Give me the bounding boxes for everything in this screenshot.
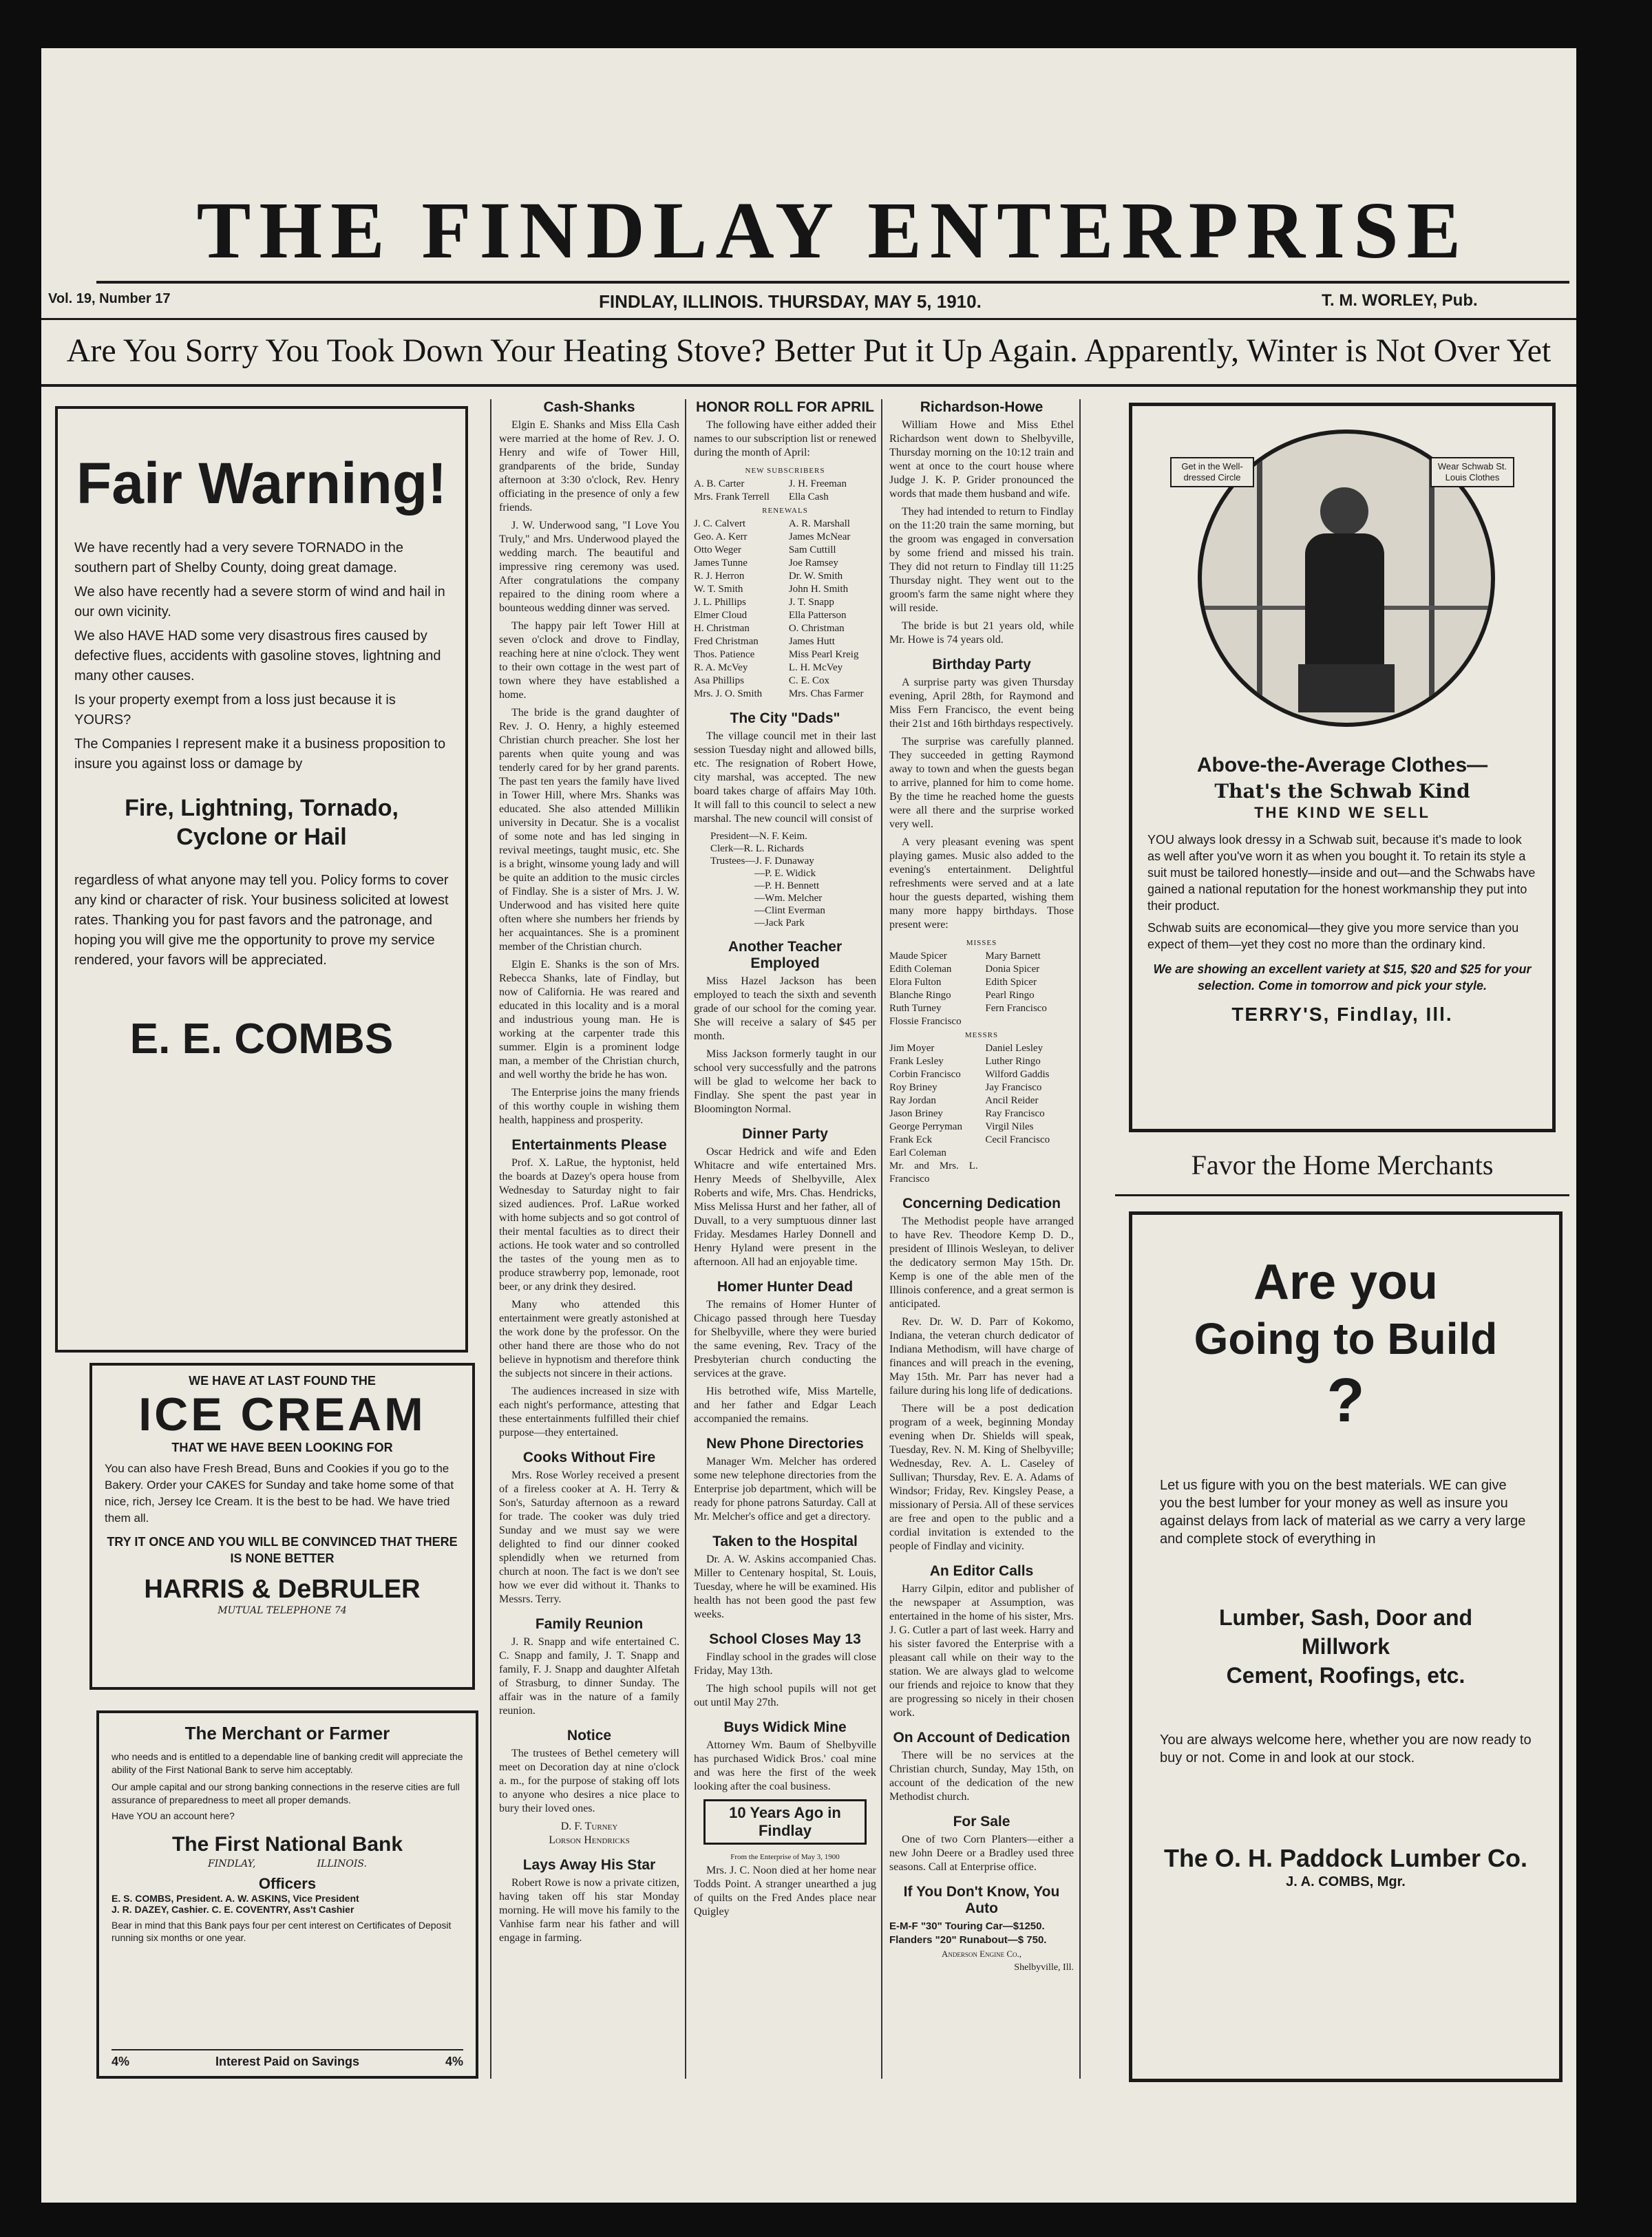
lumber-products-3: Cement, Roofings, etc. bbox=[1226, 1663, 1465, 1688]
clothing-ad bbox=[1129, 403, 1556, 1132]
name-item: Blanche Ringo bbox=[889, 990, 951, 1001]
renewals-list bbox=[694, 518, 876, 701]
council-member: —P. H. Bennett bbox=[754, 880, 820, 891]
article-title-teacher: Another Teacher Employed bbox=[728, 939, 843, 971]
bank-officers-title: Officers bbox=[258, 1875, 317, 1892]
article-paragraph: The happy pair left Tower Hill at seven o'clock and drove to Findlay, reaching here at nine o'clock. They went to their own cottage in the west part of town where they have established a home. bbox=[499, 620, 679, 701]
insurance-para: The Companies I represent make it a business proposition to insure you against loss or damage by bbox=[74, 736, 446, 772]
article-paragraph: Robert Rowe is now a private citizen, having taken off his star Monday morning. He will move his family to the Vanhise farm near his father and will engage in farming. bbox=[499, 1877, 679, 1944]
name-item: R. J. Herron bbox=[694, 571, 745, 582]
badge-right: Wear Schwab St. Louis Clothes bbox=[1430, 457, 1514, 487]
article-paragraph: Mrs. Rose Worley received a present of a fireless cooker at A. H. Terry & Son's, Saturday afternoon as a reward for trade. The cooker was duly tried Sunday and we must say we were delighted to find our dinner cooked splendidly when we returned from church at noon. The fact is we don't see how we ever did without it. Thanks to Messrs. Terry. bbox=[499, 1470, 679, 1605]
name-item: John H. Smith bbox=[788, 584, 849, 595]
article-paragraph: There will be a post dedication program of a week, beginning Monday evening when Dr. Shields will speak, Tuesday, Rev. N. M. King of Shelbyville; Wednesday, Rev. A. L. Caseley of Sullivan; Thursday, Rev. E. A. Adams of Windsor; Friday, Rev. Kingsley Pease, a missionary of Persia. All of these services are free and open to the public and a cordial invitation is extended to the people of Findlay and vicinity. bbox=[889, 1403, 1074, 1552]
ice-cream-line2: THAT WE HAVE BEEN LOOKING FOR bbox=[171, 1441, 393, 1454]
name-item: O. Christman bbox=[788, 623, 845, 634]
insurance-para: Is your property exempt from a loss just because it is YOURS? bbox=[74, 692, 396, 728]
clothing-subhead: That's the Schwab Kind bbox=[1214, 780, 1470, 803]
lumber-products-2: Millwork bbox=[1301, 1634, 1390, 1659]
column-rule bbox=[490, 399, 491, 2079]
bank-officers-1: E. S. COMBS, President. A. W. ASKINS, Vice President bbox=[112, 1893, 359, 1904]
name-item: Ray Jordan bbox=[889, 1095, 936, 1106]
article-paragraph: The Enterprise joins the many friends of this worthy couple in wishing them health, happiness and prosperity. bbox=[499, 1087, 679, 1126]
article-title-entertainments: Entertainments Please bbox=[511, 1137, 667, 1153]
article-paragraph: The audiences increased in size with each night's performance, attesting that these entertainments fulfilled their chief purpose—they entertained. bbox=[499, 1386, 679, 1439]
banner-rule bbox=[41, 384, 1576, 387]
article-title-lays-away: Lays Away His Star bbox=[522, 1857, 656, 1873]
lumber-body: Let us figure with you on the best materials. WE can give you the best lumber for your money as well as insure you against delays from lack of material as we carry a very large and complete stock of everything in bbox=[1160, 1478, 1526, 1547]
article-paragraph: Prof. X. LaRue, the hyptonist, held the boards at Dazey's opera house from Wednesday to Saturday night to fair sized audiences. Prof. LaRue worked with home subjects and so got control of their mental faculties as to direct their actions. He took water and so controlled the tastes of the young men as to produce strawberry pop, lemonade, root beer, or any drink they desired. bbox=[499, 1157, 679, 1293]
article-paragraph: The trustees of Bethel cemetery will meet on Decoration day at nine o'clock a. m., for the purpose of staking off lots to anyone who desires a nice place to bury their loved ones. bbox=[499, 1748, 679, 1814]
name-item: Jason Briney bbox=[889, 1108, 943, 1119]
auto-line-1: E-M-F "30" Touring Car—$1250. bbox=[889, 1920, 1045, 1932]
masthead-rule bbox=[96, 281, 1569, 284]
lumber-welcome: You are always welcome here, whether you are now ready to buy or not. Come in and look at our stock. bbox=[1160, 1732, 1532, 1766]
insurance-ad bbox=[55, 406, 468, 1353]
name-item: Sam Cuttill bbox=[788, 544, 836, 555]
article-title-city-dads: The City "Dads" bbox=[730, 710, 840, 726]
ice-cream-body: You can also have Fresh Bread, Buns and Cookies if you go to the Bakery. Order your CAKES for Sunday and take home some of that nice, rich, Jersey Ice Cream. It is the best to be had. We have tried them all. bbox=[105, 1462, 454, 1525]
article-title-cooks: Cooks Without Fire bbox=[522, 1450, 656, 1465]
council-member: Clerk—R. L. Richards bbox=[710, 843, 804, 854]
article-title-cash-shanks: Cash-Shanks bbox=[543, 399, 635, 415]
article-title-school: School Closes May 13 bbox=[709, 1631, 861, 1647]
misses-list bbox=[889, 950, 1074, 1028]
name-item: George Perryman bbox=[889, 1121, 962, 1132]
name-item: Corbin Francisco bbox=[889, 1069, 961, 1080]
council-member: —P. E. Widick bbox=[754, 868, 816, 879]
article-title-dedication: Concerning Dedication bbox=[902, 1196, 1061, 1211]
article-title-reunion: Family Reunion bbox=[535, 1616, 644, 1632]
name-item: Mrs. Chas Farmer bbox=[788, 688, 864, 699]
name-item: Mr. and Mrs. L. Francisco bbox=[889, 1160, 978, 1185]
article-title-honor-roll: HONOR ROLL FOR APRIL bbox=[696, 399, 874, 415]
bank-interest-text: Interest Paid on Savings bbox=[215, 2055, 360, 2068]
name-item: J. T. Snapp bbox=[788, 597, 834, 608]
name-item: Frank Lesley bbox=[889, 1056, 944, 1067]
council-member: —Clint Everman bbox=[754, 905, 825, 916]
name-item: Ruth Turney bbox=[889, 1003, 942, 1014]
new-subscribers-label: NEW SUBSCRIBERS bbox=[745, 467, 825, 475]
article-paragraph: The bride is but 21 years old, while Mr. Howe is 74 years old. bbox=[889, 620, 1074, 646]
article-paragraph: His betrothed wife, Miss Martelle, and her father and Edgar Leach accompanied the remains. bbox=[694, 1386, 876, 1425]
ice-cream-ad bbox=[89, 1363, 475, 1690]
lumber-ad bbox=[1129, 1211, 1563, 2082]
clothing-body-3: We are showing an excellent variety at $15, $20 and $25 for your selection. Come in tomorrow and pick your style. bbox=[1153, 962, 1532, 993]
badge-left: Get in the Well-dressed Circle bbox=[1170, 457, 1254, 487]
name-item: Thos. Patience bbox=[694, 649, 755, 660]
name-item: James Hutt bbox=[788, 636, 835, 647]
name-item: Luther Ringo bbox=[985, 1056, 1041, 1067]
council-list bbox=[694, 830, 876, 929]
bank-interest-bar bbox=[112, 2049, 463, 2069]
article-paragraph: The following have either added their names to our subscription list or renewed during the month of April: bbox=[694, 419, 876, 458]
clothing-store: TERRY'S, Findlay, Ill. bbox=[1231, 1004, 1453, 1025]
name-item: Dr. W. Smith bbox=[788, 571, 843, 582]
ten-years-source: From the Enterprise of May 3, 1900 bbox=[730, 1853, 840, 1861]
council-member: Trustees—J. F. Dunaway bbox=[710, 856, 814, 867]
article-paragraph: They had intended to return to Findlay on the 11:20 train the same morning, but the groom was engaged in conversation by some friend and missed his train. They did not return to Findlay till 11:25 Thursday night. They went out to the groom's farm the same night where they will reside. bbox=[889, 506, 1074, 614]
name-item: Elora Fulton bbox=[889, 977, 942, 988]
name-item: Maude Spicer bbox=[889, 951, 947, 962]
article-paragraph: The Methodist people have arranged to have Rev. Theodore Kemp D. D., president of Illinois Wesleyan, to deliver the dedicatory sermon May 15th. Dr. Kemp is one of the able men of the Illinois conference, and a great sermon is anticipated. bbox=[889, 1216, 1074, 1310]
article-paragraph: Elgin E. Shanks is the son of Mrs. Rebecca Shanks, late of Findlay, but now of California. He was reared and educated in this locality and is a moral and industrious young man. He is working at the carpenter trade this summer. Elgin is a prominent lodge man, a member of the Christian church, and well worthy the bride he has won. bbox=[499, 959, 679, 1081]
article-paragraph: William Howe and Miss Ethel Richardson went down to Shelbyville, Thursday morning on the 10:12 train and went at once to the court house where Judge J. K. P. Grider pronounced the words that made them husband and wife. bbox=[889, 419, 1074, 500]
name-item: Earl Coleman bbox=[889, 1147, 946, 1158]
favor-rule bbox=[1115, 1194, 1569, 1196]
article-paragraph: Findlay school in the grades will close Friday, May 13th. bbox=[694, 1651, 876, 1677]
name-item: Ancil Reider bbox=[985, 1095, 1039, 1106]
name-item: Ella Patterson bbox=[788, 610, 847, 621]
article-title-for-sale: For Sale bbox=[953, 1814, 1010, 1830]
clothing-body-2: Schwab suits are economical—they give you more service than you expect of them—yet they cost no more than the ordinary kind. bbox=[1147, 921, 1519, 951]
ice-cream-tagline: TRY IT ONCE AND YOU WILL BE CONVINCED THAT THERE IS NONE BETTER bbox=[107, 1535, 458, 1565]
notice-signature-1: D. F. Turney bbox=[560, 1821, 618, 1832]
favor-home-merchants: Favor the Home Merchants bbox=[1191, 1149, 1494, 1180]
misses-label: MISSES bbox=[966, 939, 997, 947]
lumber-firm: The O. H. Paddock Lumber Co. bbox=[1163, 1844, 1528, 1872]
article-paragraph: Many who attended this entertainment were greatly astonished at the work done by the professor. On the other hand there are those who do not believe in hypnotism and therefore think the subjects not sincere in their actions. bbox=[499, 1299, 679, 1379]
name-item: Mrs. J. O. Smith bbox=[694, 688, 763, 699]
council-member: —Wm. Melcher bbox=[754, 893, 823, 904]
name-item: Virgil Niles bbox=[985, 1121, 1034, 1132]
bank-interest-right: 4% bbox=[445, 2055, 463, 2068]
name-item: R. A. McVey bbox=[694, 662, 748, 673]
name-item: A. B. Carter bbox=[694, 478, 745, 489]
name-item: L. H. McVey bbox=[788, 662, 843, 673]
bank-body-2: Our ample capital and our strong banking connections in the reserve cities are full assurance of preparedness to meet all proper demands. bbox=[112, 1781, 460, 1805]
name-item: Fern Francisco bbox=[985, 1003, 1047, 1014]
council-member: President—N. F. Keim. bbox=[710, 831, 807, 842]
bank-body-3: Have YOU an account here? bbox=[112, 1810, 235, 1821]
names-column bbox=[694, 478, 781, 504]
article-paragraph: A very pleasant evening was spent playing games. Music also added to the evening's entertainment. Delightful refreshments were served and at a late hour the guests departed, wishing them many more happy birthdays. Those present were: bbox=[889, 836, 1074, 931]
name-item: Asa Phillips bbox=[694, 675, 744, 686]
ice-cream-phone: MUTUAL TELEPHONE 74 bbox=[218, 1605, 347, 1616]
name-item: Ella Cash bbox=[788, 491, 829, 502]
clothing-tagline: THE KIND WE SELL bbox=[1254, 804, 1430, 821]
man-head-icon bbox=[1320, 487, 1368, 536]
article-paragraph: The bride is the grand daughter of Rev. J. O. Henry, a highly esteemed Christian church preacher. She lost her parents when quite young and was tenderly cared for by her grand parents. The past ten years the family have lived in Tower Hill, where Mrs. Shanks was educated. She also attended Millikin university in Decatur. She is a vocalist of some note and has led singing in revival meetings, taught music, etc. She is a bright, winsome young lady and will be quite an addition to the music circles of Findlay. She is a sister of Mrs. J. W. Underwood and has visited here quite often where she numbers her friends by her acquaintances. She is a prominent member of the Christian church. bbox=[499, 707, 679, 953]
article-title-richardson-howe: Richardson-Howe bbox=[920, 399, 1044, 415]
name-item: Wilford Gaddis bbox=[985, 1069, 1050, 1080]
renewals-label: RENEWALS bbox=[762, 507, 808, 515]
name-item: Fred Christman bbox=[694, 636, 759, 647]
insurance-para: We also have recently had a severe storm of wind and hail in our own vicinity. bbox=[74, 584, 445, 619]
name-item: J. L. Phillips bbox=[694, 597, 746, 608]
notice-signature-2: Lorson Hendricks bbox=[549, 1834, 630, 1846]
bank-body-1: who needs and is entitled to a dependable line of banking credit will appreciate the ability of the First National Bank to serve him acceptably. bbox=[112, 1751, 463, 1775]
name-item: Daniel Lesley bbox=[985, 1043, 1044, 1054]
insurance-body bbox=[74, 538, 449, 774]
clothing-ad-illustration bbox=[1170, 423, 1514, 732]
name-item: J. H. Freeman bbox=[788, 478, 847, 489]
name-item: Pearl Ringo bbox=[985, 990, 1035, 1001]
news-column-3 bbox=[694, 399, 876, 1923]
article-paragraph: The remains of Homer Hunter of Chicago passed through here Tuesday for Shelbyville, where they were buried the same evening, Rev. Tracy of the Presbyterian church conducting the services at the grave. bbox=[694, 1299, 876, 1379]
bank-town: FINDLAY, ILLINOIS. bbox=[208, 1858, 367, 1869]
name-item: Otto Weger bbox=[694, 544, 741, 555]
name-item: Mrs. Frank Terrell bbox=[694, 491, 770, 502]
masthead-title: THE FINDLAY ENTERPRISE bbox=[196, 185, 1470, 275]
ten-years-title: 10 Years Ago in Findlay bbox=[729, 1804, 841, 1839]
article-paragraph: Manager Wm. Melcher has ordered some new telephone directories from the Enterprise job department, which will be ready for phone patrons Saturday. Call at Mr. Melcher's office and get a directory. bbox=[694, 1456, 876, 1523]
news-column-4 bbox=[889, 399, 1074, 1975]
bank-ad bbox=[96, 1710, 478, 2079]
article-paragraph: The high school pupils will not get out until May 27th. bbox=[694, 1683, 876, 1708]
name-item: James McNear bbox=[788, 531, 851, 542]
insurance-para: We have recently had a very severe TORNADO in the southern part of Shelby County, doing great damage. bbox=[74, 540, 403, 575]
name-item: Elmer Cloud bbox=[694, 610, 748, 621]
article-title-notice: Notice bbox=[566, 1728, 612, 1743]
news-column-2 bbox=[499, 399, 679, 1949]
column-rule bbox=[881, 399, 882, 2079]
name-item: W. T. Smith bbox=[694, 584, 743, 595]
article-paragraph: One of two Corn Planters—either a new John Deere or a Bradley used three seasons. Call at Enterprise office. bbox=[889, 1834, 1074, 1873]
name-item: Frank Eck bbox=[889, 1134, 933, 1145]
article-title-phone: New Phone Directories bbox=[706, 1436, 864, 1452]
column-rule bbox=[685, 399, 686, 2079]
article-paragraph: The surprise was carefully planned. They succeeded in getting Raymond away to town and when the guests began to arrive, planned for him to come home. By the time he reached home the guests were all there and the surprise worked very well. bbox=[889, 736, 1074, 830]
auto-line-3: Anderson Engine Co., bbox=[942, 1949, 1021, 1959]
auto-line-2: Flanders "20" Runabout—$ 750. bbox=[889, 1934, 1047, 1946]
name-item: Jim Moyer bbox=[889, 1043, 935, 1054]
article-title-auto: If You Don't Know, You Auto bbox=[903, 1884, 1060, 1916]
dateline: FINDLAY, ILLINOIS. THURSDAY, MAY 5, 1910. bbox=[599, 291, 982, 312]
banner-headline: Are You Sorry You Took Down Your Heating Stove? Better Put it Up Again. Apparently, Winter is Not Over Yet bbox=[66, 332, 1552, 369]
ice-cream-firm: HARRIS & DeBRULER bbox=[144, 1575, 421, 1604]
new-subscribers-list bbox=[694, 478, 876, 504]
clothing-body-1: YOU always look dressy in a Schwab suit, because it's made to look as well after you've worn it as when you bought it. To retain its style a suit must be tailored honestly—inside and out—and the Schwabs have gained a national reputation for the honest workmanship they put into their product. bbox=[1147, 833, 1536, 913]
ten-years-box bbox=[703, 1799, 867, 1845]
article-paragraph: Rev. Dr. W. D. Parr of Kokomo, Indiana, the veteran church dedicator of Indiana Methodism, will have charge of finances and will preach in the evening, May 15th. Mr. Parr has never had a failure during his long life of dedications. bbox=[889, 1316, 1074, 1397]
names-column bbox=[789, 478, 876, 504]
messrs-label: MESSRS bbox=[964, 1031, 999, 1039]
article-paragraph: Oscar Hedrick and wife and Eden Whitacre and wife entertained Mrs. Henry Meeds of Shelbyville, Alex Roberts and wife, Mrs. Chas. Hendricks, Miss Melissa Hurst and her father, all of Duvall, to a very sumptuous dinner last Friday. Mesdames Harley Donnell and Henry Hyland were present in the afternoon. All had an enjoyable time. bbox=[694, 1146, 876, 1268]
council-member: —Jack Park bbox=[754, 918, 805, 929]
article-paragraph: Miss Jackson formerly taught in our school very successfully and the patrons will be glad to welcome her back to Findlay. She spent the past year in Bloomington Normal. bbox=[694, 1048, 876, 1115]
name-item: Ray Francisco bbox=[985, 1108, 1045, 1119]
article-paragraph: Harry Gilpin, editor and publisher of the newspaper at Assumption, was entertained in the home of his sister, Mrs. J. G. Cutler a part of last week. Harry and his sister favored the Enterprise with a pleasant call while on their way to the station. We are always glad to welcome our friends and rejoice to know that they are progressing so nicely in their chosen work. bbox=[889, 1583, 1074, 1719]
name-item: Cecil Francisco bbox=[985, 1134, 1050, 1145]
insurance-headline: Fair Warning! bbox=[76, 451, 447, 516]
name-item: H. Christman bbox=[694, 623, 750, 634]
newspaper-page bbox=[41, 48, 1576, 2203]
article-title-editor: An Editor Calls bbox=[929, 1563, 1034, 1579]
article-title-dinner: Dinner Party bbox=[742, 1126, 828, 1142]
article-title-homer-hunter: Homer Hunter Dead bbox=[717, 1279, 854, 1295]
article-title-mine: Buys Widick Mine bbox=[723, 1719, 847, 1735]
name-item: Edith Coleman bbox=[889, 964, 952, 975]
article-paragraph: There will be no services at the Christian church, Sunday, May 15th, on account of the dedication of the new Methodist church. bbox=[889, 1750, 1074, 1803]
insurance-para: We also HAVE HAD some very disastrous fires caused by defective flues, accidents with gasoline stoves, lightning and many other causes. bbox=[74, 628, 441, 683]
lumber-products-1: Lumber, Sash, Door and bbox=[1218, 1605, 1473, 1630]
dateline-rule bbox=[41, 318, 1576, 320]
clothing-headline: Above-the-Average Clothes— bbox=[1196, 754, 1488, 776]
article-paragraph: Miss Hazel Jackson has been employed to teach the sixth and seventh grade of our school for the coming year. She will receive a salary of $45 per month. bbox=[694, 975, 876, 1042]
publisher: T. M. WORLEY, Pub. bbox=[1322, 291, 1478, 310]
names-column bbox=[789, 518, 876, 701]
ice-cream-headline: ICE CREAM bbox=[138, 1388, 426, 1441]
name-item: Donia Spicer bbox=[985, 964, 1040, 975]
window-frame bbox=[1257, 434, 1262, 723]
article-paragraph: Dr. A. W. Askins accompanied Chas. Miller to Centenary hospital, St. Louis, Tuesday, where he will be examined. His health has not been good the past few weeks. bbox=[694, 1554, 876, 1620]
insurance-body-2: regardless of what anyone may tell you. Policy forms to cover any kind or character of risk. Your business solicited at lowest rates. Thanking you for past favors and the patronage, and hoping you will give me the opportunity to prove my service rendered, your favors will be appreciated. bbox=[74, 873, 449, 968]
name-item: Edith Spicer bbox=[985, 977, 1037, 988]
insurance-perils: Fire, Lightning, Tornado, Cyclone or Hail bbox=[125, 795, 399, 850]
names-column bbox=[985, 950, 1074, 1028]
messrs-list bbox=[889, 1042, 1074, 1186]
insurance-signature: E. E. COMBS bbox=[129, 1015, 394, 1063]
bank-note: Bear in mind that this Bank pays four per cent interest on Certificates of Deposit running six months or one year. bbox=[112, 1920, 452, 1943]
lumber-headline-1: Are you bbox=[1253, 1255, 1439, 1310]
man-legs-icon bbox=[1298, 664, 1395, 712]
name-item: J. C. Calvert bbox=[694, 518, 745, 529]
bank-name: The First National Bank bbox=[171, 1833, 403, 1856]
names-column bbox=[889, 1042, 978, 1186]
name-item: Jay Francisco bbox=[985, 1082, 1042, 1093]
article-paragraph: Attorney Wm. Baum of Shelbyville has purchased Widick Bros.' coal mine and was here the first of the week looking after the coal business. bbox=[694, 1739, 876, 1792]
auto-line-4: Shelbyville, Ill. bbox=[1014, 1962, 1074, 1973]
column-rule bbox=[1079, 399, 1081, 2079]
article-title-birthday: Birthday Party bbox=[932, 657, 1031, 672]
article-paragraph: A surprise party was given Thursday evening, April 28th, for Raymond and Miss Fern Francisco, the event being their 21st and 16th birthdays respectively. bbox=[889, 677, 1074, 730]
volume-number: Vol. 19, Number 17 bbox=[48, 291, 171, 306]
name-item: A. R. Marshall bbox=[788, 518, 850, 529]
names-column bbox=[889, 950, 978, 1028]
bank-headline: The Merchant or Farmer bbox=[184, 1723, 390, 1743]
name-item: Miss Pearl Kreig bbox=[788, 649, 859, 660]
article-title-account: On Account of Dedication bbox=[893, 1730, 1070, 1746]
name-item: Flossie Francisco bbox=[889, 1016, 962, 1027]
lumber-question-mark: ? bbox=[1326, 1366, 1365, 1435]
name-item: C. E. Cox bbox=[788, 675, 829, 686]
article-paragraph: The village council met in their last session Tuesday night and allowed bills, etc. The resignation of Robert Howe, city marshal, was accepted. The new board takes charge of affairs May 10th. It will fall to this council to select a new marshal. The new council will consist of bbox=[694, 730, 876, 825]
article-paragraph: J. W. Underwood sang, "I Love You Truly," and Mrs. Underwood played the wedding march. The beautiful and impressive ring ceremony was used. After congratulations the company repaired to the dining room where a bounteous wedding dinner was served. bbox=[499, 520, 679, 614]
article-paragraph: Elgin E. Shanks and Miss Ella Cash were married at the home of Rev. J. O. Henry and wife of Tower Hill, grandparents of the bride, Sunday afternoon at 3:30 o'clock, Rev. Henry officiating in the presence of only a few friends. bbox=[499, 419, 679, 513]
lumber-headline-2: Going to Build bbox=[1194, 1314, 1498, 1364]
lumber-manager: J. A. COMBS, Mgr. bbox=[1286, 1874, 1406, 1889]
man-suit-icon bbox=[1305, 533, 1384, 671]
dateline-bar bbox=[41, 286, 1576, 317]
names-column bbox=[985, 1042, 1074, 1186]
name-item: Geo. A. Kerr bbox=[694, 531, 748, 542]
name-item: James Tunne bbox=[694, 558, 748, 569]
bank-interest-left: 4% bbox=[112, 2055, 130, 2068]
ice-cream-line1: WE HAVE AT LAST FOUND THE bbox=[189, 1374, 376, 1388]
article-paragraph: Mrs. J. C. Noon died at her home near Todds Point. A stranger unearthed a jug of quilts on the Fred Andes place near Quigley bbox=[694, 1865, 876, 1918]
name-item: Mary Barnett bbox=[985, 951, 1041, 962]
names-column bbox=[694, 518, 781, 701]
name-item: Roy Briney bbox=[889, 1082, 938, 1093]
article-title-hospital: Taken to the Hospital bbox=[712, 1534, 858, 1549]
article-paragraph: J. R. Snapp and wife entertained C. C. Snapp and family, J. T. Snapp and family, F. J. Snapp and daughter Alfetah of Strasburg, to dinner Sunday. The affair was in the nature of a family reunion. bbox=[499, 1636, 679, 1717]
bank-officers-2: J. R. DAZEY, Cashier. C. E. COVENTRY, Ass't Cashier bbox=[112, 1904, 354, 1915]
name-item: Joe Ramsey bbox=[788, 558, 838, 569]
